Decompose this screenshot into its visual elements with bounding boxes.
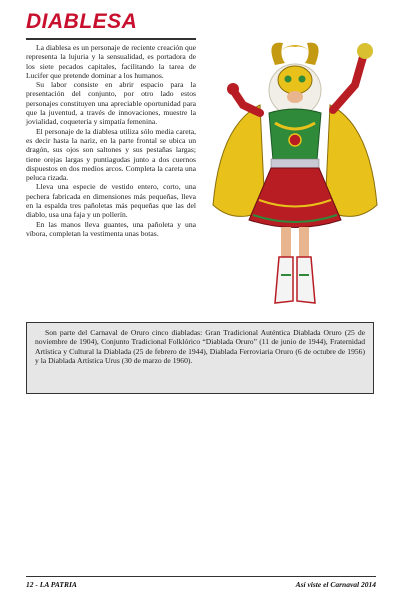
bodice-jewel xyxy=(289,134,301,146)
mask-eye-right xyxy=(299,76,306,83)
left-arm xyxy=(235,93,260,113)
carnival-diabladas-sidebar xyxy=(26,322,374,394)
right-arm xyxy=(333,57,363,110)
belt xyxy=(271,159,319,168)
body-paragraph: Su labor consiste en abrir espacio para la presentación del conjunto, por otro lado estos personajes constituyen una apreciable oportunidad para que la juventud, a través de innovaciones, muestre la jovialidad, coquetería y simpatía femenina. xyxy=(26,80,196,127)
half-mask xyxy=(278,66,312,94)
right-boot xyxy=(297,257,315,303)
mask-eye-left xyxy=(285,76,292,83)
dancer-illustration xyxy=(205,35,385,315)
right-leg xyxy=(299,227,309,257)
page-folio: 12 - LA PATRIA xyxy=(26,580,77,589)
sidebar-text: Son parte del Carnaval de Oruro cinco diabladas: Gran Tradicional Auténtica Diablada Oruro (25 de noviembre de 1904), Conjunto Tradicional Folklórico “Diablada Oruro” (11 de junio de 1944), Fraternidad Artística y Cultural la Diablada (25 de febrero de 1944), Diablada Ferroviaria Oruro (6 de octubre de 1956) y la Diablada Artística Urus (30 de marzo de 1960). xyxy=(35,328,365,366)
left-horn xyxy=(271,43,285,65)
body-paragraph: El personaje de la diablesa utiliza sólo media careta, es decir hasta la nariz, en la parte frontal se ubica un dragón, sus ojos son saltones y sus pestañas largas; tiene orejas largas y puntiagudas junto a dos cuernos dispuestos en dos medios arcos. Completa la careta una peluca rizada. xyxy=(26,126,196,183)
left-leg xyxy=(281,227,291,257)
title-divider xyxy=(26,38,196,40)
article-body xyxy=(26,43,196,238)
section-name: Así viste el Carnaval 2014 xyxy=(295,580,376,589)
right-hand-ornament xyxy=(357,43,373,59)
body-paragraph: La diablesa es un personaje de reciente creación que representa la lujuria y la sensualidad, es portadora de los siete pecados capitales, facilitando la tarea de Lucifer que pretende dominar a los humanos. xyxy=(26,43,196,80)
right-horn xyxy=(305,43,319,65)
face xyxy=(287,91,303,103)
left-glove xyxy=(227,83,239,95)
body-paragraph: En las manos lleva guantes, una pañoleta y una víbora, completan la vestimenta unas botas. xyxy=(26,219,196,238)
footer-divider xyxy=(26,576,376,577)
left-boot xyxy=(275,257,293,303)
diablesa-dancer-photo xyxy=(205,35,385,315)
body-paragraph: Lleva una especie de vestido entero, corto, una pechera fabricada en dimensiones más pequeñas, lleva en la espalda tres pañoletas más pequeñas que las del diablo, usa una faja y un pollerín. xyxy=(26,182,196,220)
article-title: DIABLESA xyxy=(26,10,138,33)
